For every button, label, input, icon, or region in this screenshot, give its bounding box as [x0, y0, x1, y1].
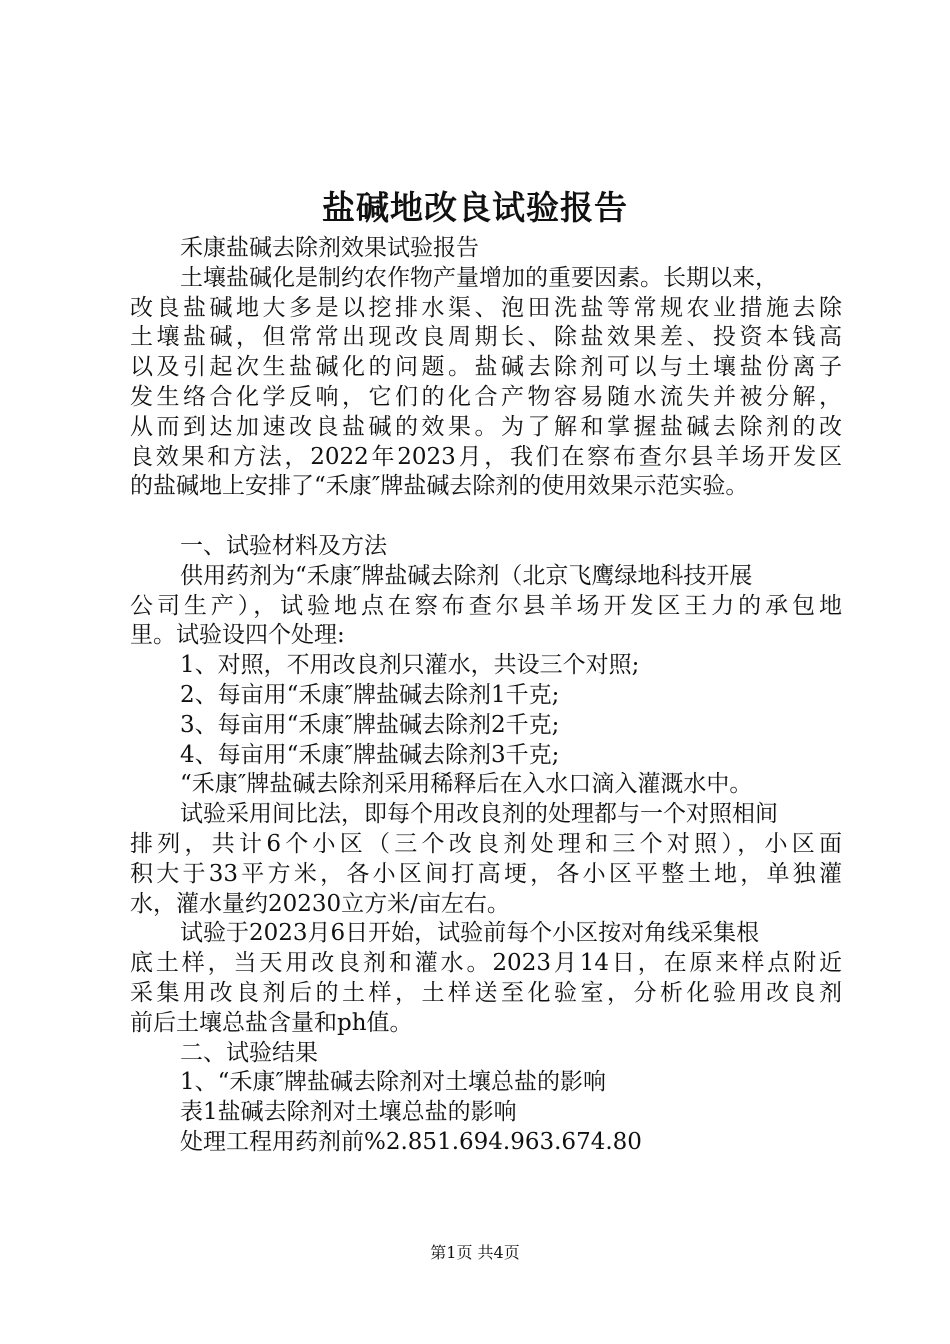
paragraph-line: 里。试验设四个处理:: [130, 622, 345, 649]
treatment-list: [130, 651, 842, 770]
intro-line: 发生络合化学反响，它们的化合产物容易随水流失并被分解，: [130, 383, 842, 410]
section1-heading: 一、试验材料及方法: [180, 532, 387, 559]
method-paragraph: [130, 800, 842, 919]
intro-line: 良效果和方法，2022年2023月，我们在察布查尔县羊场开发区: [130, 443, 842, 470]
intro-paragraph: [130, 264, 842, 502]
table1-row: 处理工程用药剂前%2.851.694.963.674.80: [180, 1128, 642, 1155]
treatment-item: 4、每亩用“禾康″牌盐碱去除剂3千克;: [180, 741, 560, 768]
document-title: 盐碱地改良试验报告: [322, 188, 628, 227]
paragraph-line: 积大于33平方米，各小区间打高埂，各小区平整土地，单独灌: [130, 860, 842, 887]
paragraph-line: 试验采用间比法，即每个用改良剂的处理都与一个对照相间: [180, 801, 778, 828]
table1-caption: 表1盐碱去除剂对土壤总盐的影响: [180, 1099, 517, 1126]
paragraph-line: 前后土壤总盐含量和ph值。: [130, 1009, 413, 1036]
intro-line: 的盐碱地上安排了“禾康″牌盐碱去除剂的使用效果示范实验。: [130, 473, 749, 500]
intro-line: 以及引起次生盐碱化的问题。盐碱去除剂可以与土壤盐份离子: [130, 354, 842, 381]
intro-line: 土壤盐碱，但常常出现改良周期长、除盐效果差、投资本钱高: [130, 324, 842, 351]
application-note: “禾康″牌盐碱去除剂采用稀释后在入水口滴入灌溉水中。: [180, 771, 753, 798]
paragraph-line: 公司生产），试验地点在察布查尔县羊场开发区王力的承包地: [130, 592, 842, 619]
intro-line: 土壤盐碱化是制约农作物产量增加的重要因素。长期以来，: [180, 264, 778, 291]
intro-line: 改良盐碱地大多是以挖排水渠、泡田洗盐等常规农业措施去除: [130, 294, 842, 321]
section2-heading: 二、试验结果: [180, 1039, 318, 1066]
treatment-item: 2、每亩用“禾康″牌盐碱去除剂1千克;: [180, 681, 560, 708]
paragraph-gap: [130, 502, 842, 532]
result1-heading: 1、“禾康″牌盐碱去除剂对土壤总盐的影响: [180, 1069, 606, 1096]
paragraph-line: 底土样，当天用改良剂和灌水。2023月14日，在原来样点附近: [130, 950, 842, 977]
paragraph-line: 供用药剂为“禾康″牌盐碱去除剂（北京飞鹰绿地科技开展: [180, 562, 753, 589]
treatment-item: 1、对照，不用改良剂只灌水，共设三个对照;: [180, 652, 640, 679]
intro-line: 从而到达加速改良盐碱的效果。为了解和掌握盐碱去除剂的改: [130, 413, 842, 440]
subtitle: 禾康盐碱去除剂效果试验报告: [180, 235, 479, 261]
materials-paragraph: [130, 562, 842, 651]
sampling-paragraph: [130, 919, 842, 1038]
treatment-item: 3、每亩用“禾康″牌盐碱去除剂2千克;: [180, 711, 560, 738]
paragraph-line: 试验于2023月6日开始，试验前每个小区按对角线采集根: [180, 920, 760, 947]
page-footer: 第1页 共4页: [430, 1243, 520, 1262]
paragraph-line: 采集用改良剂后的土样，土样送至化验室，分析化验用改良剂: [130, 979, 842, 1006]
paragraph-line: 水，灌水量约20230立方米/亩左右。: [130, 890, 510, 917]
document-body: [130, 234, 842, 1158]
paragraph-line: 排列，共计6个小区（三个改良剂处理和三个对照），小区面: [130, 830, 842, 857]
